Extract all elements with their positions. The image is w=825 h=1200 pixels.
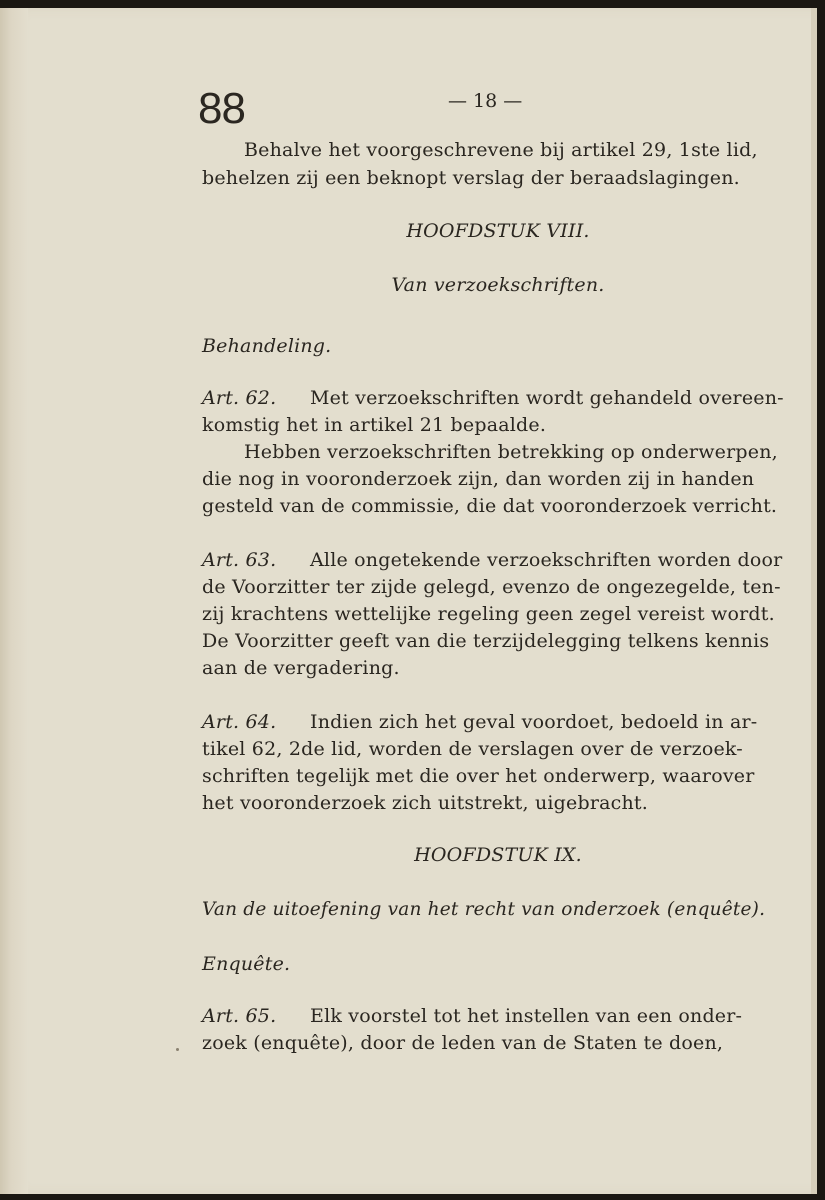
art-63-line-5: aan de vergadering.	[202, 657, 400, 679]
art-63-line-4: De Voorzitter geeft van die terzijdelegging telkens kennis	[202, 630, 770, 652]
art-64-line-4: het vooronderzoek zich uitstrekt, uigebracht.	[202, 792, 648, 814]
section-behandeling: Behandeling.	[202, 335, 332, 357]
art-65-line-1: Elk voorstel tot het instellen van een onder-	[310, 1005, 743, 1027]
art-63-line-1: Alle ongetekende verzoekschriften worden door	[310, 549, 783, 571]
page-gutter	[0, 8, 28, 1194]
art-65-label: Art. 65.	[202, 1005, 277, 1027]
chapter-9-subtitle: Van de uitoefening van het recht van onderzoek (enquête).	[202, 899, 766, 920]
art-62-line-1: Met verzoekschriften wordt gehandeld overeen-	[310, 387, 784, 409]
art-64-line-1: Indien zich het geval voordoet, bedoeld in ar-	[310, 711, 758, 733]
page-edge	[811, 8, 817, 1194]
art-63-line-2: de Voorzitter ter zijde gelegd, evenzo de ongezegelde, ten-	[202, 576, 781, 598]
art-65-line-2: zoek (enquête), door de leden van de Staten te doen,	[202, 1032, 724, 1054]
art-62-line-3: Hebben verzoekschriften betrekking op onderwerpen,	[244, 441, 778, 463]
chapter-8-title: HOOFDSTUK VIII.	[406, 220, 590, 242]
art-64-line-3: schriften tegelijk met die over het onderwerp, waarover	[202, 765, 755, 787]
section-enquete: Enquête.	[202, 953, 291, 975]
art-64-line-2: tikel 62, 2de lid, worden de verslagen over de verzoek-	[202, 738, 743, 760]
chapter-9-title: HOOFDSTUK IX.	[414, 844, 582, 866]
art-62-line-4: die nog in vooronderzoek zijn, dan worden zij in handen	[202, 468, 755, 490]
art-62-line-5: gesteld van de commissie, die dat vooronderzoek verricht.	[202, 495, 778, 517]
art-62-label: Art. 62.	[202, 387, 277, 409]
intro-line-1: Behalve het voorgeschrevene bij artikel 29, 1ste lid,	[244, 139, 758, 161]
intro-line-2: behelzen zij een beknopt verslag der beraadslagingen.	[202, 167, 740, 189]
art-63-line-3: zij krachtens wettelijke regeling geen zegel vereist wordt.	[202, 603, 775, 625]
art-63-label: Art. 63.	[202, 549, 277, 571]
margin-speck	[176, 1048, 179, 1051]
handwritten-page-number: 88	[198, 84, 245, 133]
book-page	[0, 8, 817, 1194]
chapter-8-subtitle: Van verzoekschriften.	[391, 274, 605, 296]
page-number: — 18 —	[448, 90, 523, 112]
art-62-line-2: komstig het in artikel 21 bepaalde.	[202, 414, 547, 436]
art-64-label: Art. 64.	[202, 711, 277, 733]
